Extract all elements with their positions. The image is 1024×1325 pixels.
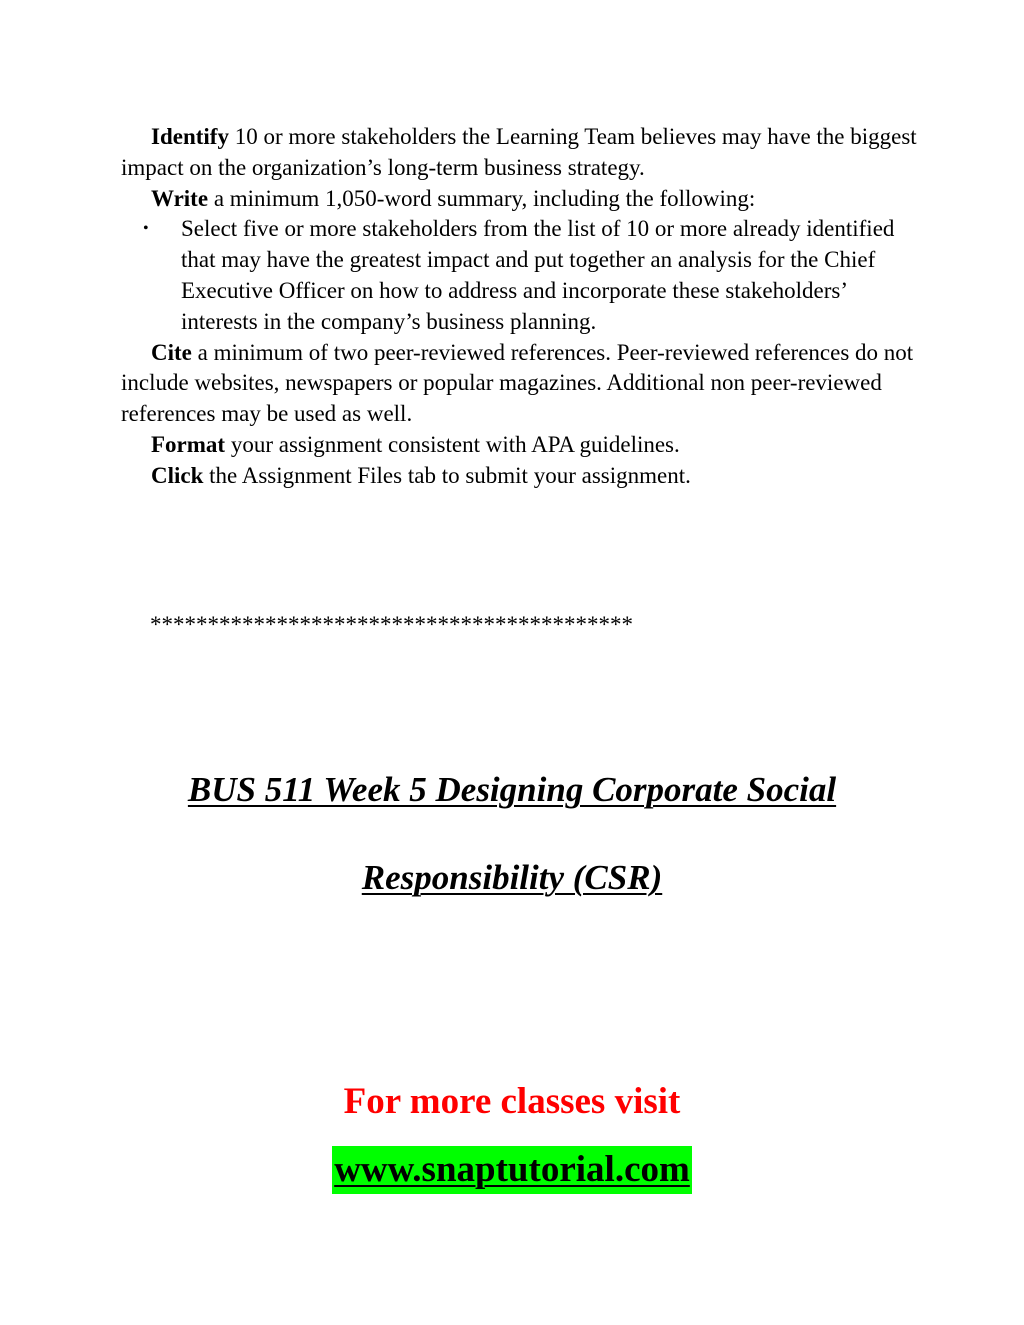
promo-link-container: [0, 1146, 1024, 1194]
click-paragraph: [121, 461, 921, 492]
cite-text: a minimum of two peer-reviewed references. Peer-reviewed references do not include websites, newspapers or popular magazines. Additional non peer-reviewed references may be used as well.: [121, 339, 914, 427]
promo-text: For more classes visit: [343, 1081, 681, 1122]
requirements-list: [121, 214, 921, 337]
format-keyword: Format: [151, 431, 226, 457]
separator-stars: ******************************************: [150, 612, 633, 637]
write-paragraph: [121, 184, 921, 215]
identify-paragraph: [121, 122, 921, 184]
cite-keyword: Cite: [151, 339, 192, 365]
course-title-line-2: Responsibility (CSR): [361, 858, 663, 897]
identify-text: 10 or more stakeholders the Learning Team believes may have the biggest impact on the organization’s long-term business strategy.: [121, 124, 917, 180]
click-text: the Assignment Files tab to submit your assignment.: [203, 462, 691, 488]
identify-keyword: Identify: [151, 124, 229, 149]
write-text: a minimum 1,050-word summary, including the following:: [208, 185, 756, 211]
write-keyword: Write: [151, 185, 209, 211]
bullet-icon: •: [143, 220, 149, 238]
course-title-line-1: BUS 511 Week 5 Designing Corporate Social: [187, 770, 837, 809]
cite-paragraph: [121, 338, 921, 430]
click-keyword: Click: [151, 462, 204, 488]
list-item-text: Select five or more stakeholders from the list of 10 or more already identified that may have the greatest impact and put together an analysis for the Chief Executive Officer on how to address and incorporate these stakeholders’ interests in the company’s business planning.: [181, 216, 895, 334]
list-item: [121, 214, 921, 337]
assignment-instructions: [121, 122, 921, 492]
format-paragraph: [121, 430, 921, 461]
format-text: your assignment consistent with APA guidelines.: [225, 431, 680, 457]
website-link[interactable]: www.snaptutorial.com: [332, 1146, 692, 1194]
